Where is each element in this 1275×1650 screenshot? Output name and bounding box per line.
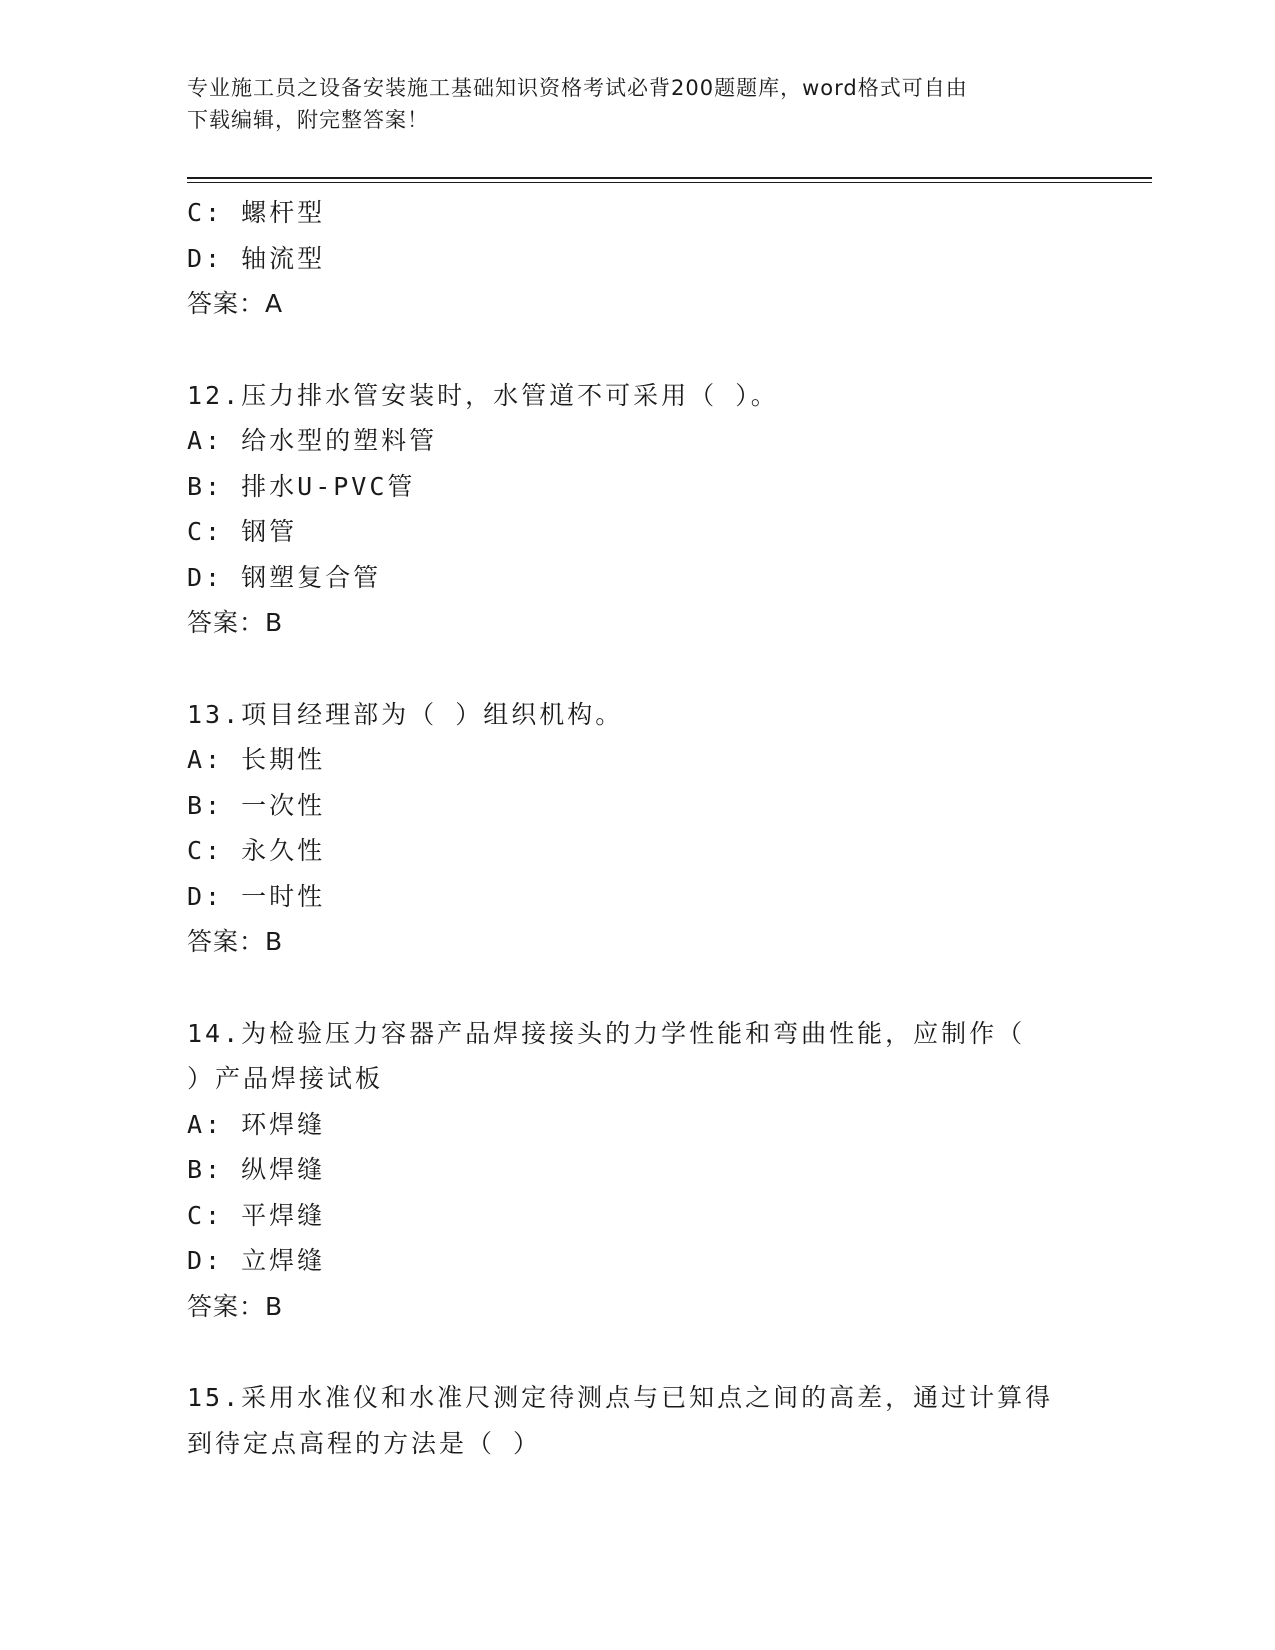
option-c: C: 钢管 <box>187 517 298 546</box>
spacer <box>187 327 1107 373</box>
option-d: D: 轴流型 <box>187 243 326 273</box>
option-d: D: 钢塑复合管 <box>187 562 382 592</box>
header-divider-thin <box>187 182 1152 183</box>
answer-line: 答案：B <box>187 1291 284 1321</box>
option-c: C: 永久性 <box>187 836 326 865</box>
option-a: A: 长期性 <box>187 745 326 774</box>
option-c: C: 平焊缝 <box>187 1200 326 1230</box>
spacer <box>187 1329 1107 1375</box>
option-d: D: 一时性 <box>187 881 326 911</box>
option-b: B: 排水U-PVC管 <box>187 471 416 501</box>
option-a: A: 环焊缝 <box>187 1109 326 1139</box>
question-text-line-2: ）产品焊接试板 <box>187 1064 384 1093</box>
question-text-line-1: 14.为检验压力容器产品焊接接头的力学性能和弯曲性能，应制作（ <box>187 1018 1026 1048</box>
header-line-2: 下载编辑，附完整答案！ <box>187 108 429 132</box>
option-d: D: 立焊缝 <box>187 1246 326 1275</box>
header-line-1: 专业施工员之设备安装施工基础知识资格考试必背200题题库，word格式可自由 <box>187 76 968 100</box>
question-text-line-1: 15.采用水准仪和水准尺测定待测点与已知点之间的高差，通过计算得 <box>187 1383 1054 1412</box>
option-c: C: 螺杆型 <box>187 198 326 227</box>
answer-line: 答案：B <box>187 927 284 956</box>
spacer <box>187 646 1107 692</box>
spacer <box>187 965 1107 1011</box>
answer-line: 答案：A <box>187 289 284 318</box>
question-text: 12.压力排水管安装时，水管道不可采用（ ）。 <box>187 380 779 410</box>
question-14 <box>187 1011 1107 1330</box>
question-12 <box>187 373 1107 646</box>
question-list <box>187 190 1107 1466</box>
question-13 <box>187 692 1107 965</box>
header-divider-thick <box>187 177 1152 179</box>
document-header <box>187 72 1087 136</box>
question-text-line-2: 到待定点高程的方法是（ ） <box>187 1428 542 1458</box>
answer-line: 答案：B <box>187 608 284 637</box>
option-a: A: 给水型的塑料管 <box>187 426 438 455</box>
option-b: B: 纵焊缝 <box>187 1155 326 1184</box>
question-text: 13.项目经理部为（ ）组织机构。 <box>187 699 624 729</box>
question-15 <box>187 1375 1107 1466</box>
option-b: B: 一次性 <box>187 790 326 820</box>
